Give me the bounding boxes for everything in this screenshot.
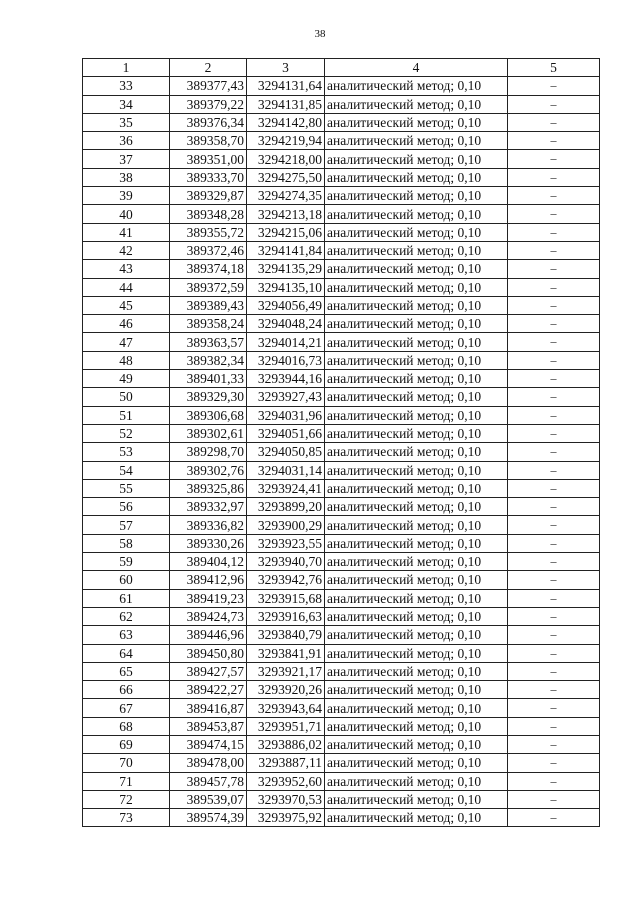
method-accuracy-cell: аналитический метод; 0,10 bbox=[325, 626, 508, 644]
y-coordinate-cell: 3293952,60 bbox=[247, 772, 325, 790]
table-row bbox=[83, 662, 600, 680]
method-accuracy-cell: аналитический метод; 0,10 bbox=[325, 461, 508, 479]
y-coordinate-cell: 3294213,18 bbox=[247, 205, 325, 223]
point-number-cell: 70 bbox=[83, 754, 170, 772]
point-number-cell: 50 bbox=[83, 388, 170, 406]
table-row bbox=[83, 150, 600, 168]
note-cell: – bbox=[508, 754, 600, 772]
table-row bbox=[83, 241, 600, 259]
method-accuracy-cell: аналитический метод; 0,10 bbox=[325, 370, 508, 388]
x-coordinate-cell: 389382,34 bbox=[170, 351, 247, 369]
method-accuracy-cell: аналитический метод; 0,10 bbox=[325, 790, 508, 808]
point-number-cell: 49 bbox=[83, 370, 170, 388]
note-cell: – bbox=[508, 187, 600, 205]
method-accuracy-cell: аналитический метод; 0,10 bbox=[325, 223, 508, 241]
table-row bbox=[83, 681, 600, 699]
point-number-cell: 47 bbox=[83, 333, 170, 351]
x-coordinate-cell: 389374,18 bbox=[170, 260, 247, 278]
y-coordinate-cell: 3293940,70 bbox=[247, 553, 325, 571]
note-cell: – bbox=[508, 223, 600, 241]
point-number-cell: 48 bbox=[83, 351, 170, 369]
method-accuracy-cell: аналитический метод; 0,10 bbox=[325, 113, 508, 131]
y-coordinate-cell: 3293923,55 bbox=[247, 534, 325, 552]
point-number-cell: 69 bbox=[83, 735, 170, 753]
y-coordinate-cell: 3293927,43 bbox=[247, 388, 325, 406]
x-coordinate-cell: 389372,59 bbox=[170, 278, 247, 296]
table-header-row bbox=[83, 59, 600, 77]
note-cell: – bbox=[508, 333, 600, 351]
x-coordinate-cell: 389450,80 bbox=[170, 644, 247, 662]
method-accuracy-cell: аналитический метод; 0,10 bbox=[325, 607, 508, 625]
method-accuracy-cell: аналитический метод; 0,10 bbox=[325, 644, 508, 662]
y-coordinate-cell: 3293840,79 bbox=[247, 626, 325, 644]
note-cell: – bbox=[508, 241, 600, 259]
point-number-cell: 45 bbox=[83, 296, 170, 314]
y-coordinate-cell: 3293943,64 bbox=[247, 699, 325, 717]
y-coordinate-cell: 3294131,85 bbox=[247, 95, 325, 113]
method-accuracy-cell: аналитический метод; 0,10 bbox=[325, 95, 508, 113]
x-coordinate-cell: 389363,57 bbox=[170, 333, 247, 351]
x-coordinate-cell: 389457,78 bbox=[170, 772, 247, 790]
method-accuracy-cell: аналитический метод; 0,10 bbox=[325, 168, 508, 186]
note-cell: – bbox=[508, 424, 600, 442]
table-row bbox=[83, 498, 600, 516]
table-row bbox=[83, 717, 600, 735]
note-cell: – bbox=[508, 168, 600, 186]
point-number-cell: 33 bbox=[83, 77, 170, 95]
method-accuracy-cell: аналитический метод; 0,10 bbox=[325, 553, 508, 571]
point-number-cell: 52 bbox=[83, 424, 170, 442]
note-cell: – bbox=[508, 662, 600, 680]
point-number-cell: 46 bbox=[83, 315, 170, 333]
table-body bbox=[83, 77, 600, 827]
note-cell: – bbox=[508, 553, 600, 571]
note-cell: – bbox=[508, 790, 600, 808]
y-coordinate-cell: 3293924,41 bbox=[247, 479, 325, 497]
table-row bbox=[83, 809, 600, 827]
y-coordinate-cell: 3294031,96 bbox=[247, 406, 325, 424]
method-accuracy-cell: аналитический метод; 0,10 bbox=[325, 571, 508, 589]
note-cell: – bbox=[508, 626, 600, 644]
method-accuracy-cell: аналитический метод; 0,10 bbox=[325, 735, 508, 753]
note-cell: – bbox=[508, 589, 600, 607]
column-header-1: 1 bbox=[83, 59, 170, 77]
table-row bbox=[83, 626, 600, 644]
point-number-cell: 56 bbox=[83, 498, 170, 516]
x-coordinate-cell: 389424,73 bbox=[170, 607, 247, 625]
method-accuracy-cell: аналитический метод; 0,10 bbox=[325, 589, 508, 607]
note-cell: – bbox=[508, 735, 600, 753]
table-row bbox=[83, 168, 600, 186]
method-accuracy-cell: аналитический метод; 0,10 bbox=[325, 205, 508, 223]
method-accuracy-cell: аналитический метод; 0,10 bbox=[325, 681, 508, 699]
method-accuracy-cell: аналитический метод; 0,10 bbox=[325, 351, 508, 369]
column-header-3: 3 bbox=[247, 59, 325, 77]
y-coordinate-cell: 3293915,68 bbox=[247, 589, 325, 607]
point-number-cell: 68 bbox=[83, 717, 170, 735]
x-coordinate-cell: 389302,76 bbox=[170, 461, 247, 479]
table-row bbox=[83, 351, 600, 369]
y-coordinate-cell: 3294141,84 bbox=[247, 241, 325, 259]
note-cell: – bbox=[508, 571, 600, 589]
table-row bbox=[83, 205, 600, 223]
point-number-cell: 41 bbox=[83, 223, 170, 241]
x-coordinate-cell: 389401,33 bbox=[170, 370, 247, 388]
point-number-cell: 57 bbox=[83, 516, 170, 534]
point-number-cell: 72 bbox=[83, 790, 170, 808]
note-cell: – bbox=[508, 461, 600, 479]
y-coordinate-cell: 3293951,71 bbox=[247, 717, 325, 735]
x-coordinate-cell: 389446,96 bbox=[170, 626, 247, 644]
x-coordinate-cell: 389474,15 bbox=[170, 735, 247, 753]
note-cell: – bbox=[508, 370, 600, 388]
table-row bbox=[83, 607, 600, 625]
table-row bbox=[83, 260, 600, 278]
note-cell: – bbox=[508, 498, 600, 516]
x-coordinate-cell: 389574,39 bbox=[170, 809, 247, 827]
x-coordinate-cell: 389332,97 bbox=[170, 498, 247, 516]
note-cell: – bbox=[508, 534, 600, 552]
y-coordinate-cell: 3294014,21 bbox=[247, 333, 325, 351]
x-coordinate-cell: 389422,27 bbox=[170, 681, 247, 699]
table-row bbox=[83, 132, 600, 150]
method-accuracy-cell: аналитический метод; 0,10 bbox=[325, 717, 508, 735]
y-coordinate-cell: 3294135,29 bbox=[247, 260, 325, 278]
y-coordinate-cell: 3294275,50 bbox=[247, 168, 325, 186]
x-coordinate-cell: 389329,87 bbox=[170, 187, 247, 205]
note-cell: – bbox=[508, 95, 600, 113]
x-coordinate-cell: 389348,28 bbox=[170, 205, 247, 223]
y-coordinate-cell: 3294031,14 bbox=[247, 461, 325, 479]
table-row bbox=[83, 553, 600, 571]
note-cell: – bbox=[508, 809, 600, 827]
note-cell: – bbox=[508, 205, 600, 223]
x-coordinate-cell: 389419,23 bbox=[170, 589, 247, 607]
x-coordinate-cell: 389336,82 bbox=[170, 516, 247, 534]
table-row bbox=[83, 278, 600, 296]
point-number-cell: 39 bbox=[83, 187, 170, 205]
note-cell: – bbox=[508, 296, 600, 314]
y-coordinate-cell: 3294135,10 bbox=[247, 278, 325, 296]
table-row bbox=[83, 95, 600, 113]
y-coordinate-cell: 3294056,49 bbox=[247, 296, 325, 314]
column-header-2: 2 bbox=[170, 59, 247, 77]
method-accuracy-cell: аналитический метод; 0,10 bbox=[325, 406, 508, 424]
method-accuracy-cell: аналитический метод; 0,10 bbox=[325, 498, 508, 516]
y-coordinate-cell: 3294142,80 bbox=[247, 113, 325, 131]
table-row bbox=[83, 516, 600, 534]
point-number-cell: 40 bbox=[83, 205, 170, 223]
method-accuracy-cell: аналитический метод; 0,10 bbox=[325, 77, 508, 95]
note-cell: – bbox=[508, 717, 600, 735]
note-cell: – bbox=[508, 644, 600, 662]
point-number-cell: 67 bbox=[83, 699, 170, 717]
note-cell: – bbox=[508, 443, 600, 461]
table-row bbox=[83, 113, 600, 131]
y-coordinate-cell: 3293899,20 bbox=[247, 498, 325, 516]
note-cell: – bbox=[508, 113, 600, 131]
note-cell: – bbox=[508, 607, 600, 625]
method-accuracy-cell: аналитический метод; 0,10 bbox=[325, 754, 508, 772]
table-row bbox=[83, 388, 600, 406]
y-coordinate-cell: 3294131,64 bbox=[247, 77, 325, 95]
table-row bbox=[83, 77, 600, 95]
x-coordinate-cell: 389427,57 bbox=[170, 662, 247, 680]
point-number-cell: 58 bbox=[83, 534, 170, 552]
point-number-cell: 71 bbox=[83, 772, 170, 790]
method-accuracy-cell: аналитический метод; 0,10 bbox=[325, 260, 508, 278]
method-accuracy-cell: аналитический метод; 0,10 bbox=[325, 699, 508, 717]
table-row bbox=[83, 790, 600, 808]
point-number-cell: 59 bbox=[83, 553, 170, 571]
x-coordinate-cell: 389389,43 bbox=[170, 296, 247, 314]
point-number-cell: 35 bbox=[83, 113, 170, 131]
table-row bbox=[83, 296, 600, 314]
point-number-cell: 73 bbox=[83, 809, 170, 827]
method-accuracy-cell: аналитический метод; 0,10 bbox=[325, 809, 508, 827]
y-coordinate-cell: 3293942,76 bbox=[247, 571, 325, 589]
table-row bbox=[83, 589, 600, 607]
point-number-cell: 36 bbox=[83, 132, 170, 150]
x-coordinate-cell: 389412,96 bbox=[170, 571, 247, 589]
table-row bbox=[83, 571, 600, 589]
x-coordinate-cell: 389372,46 bbox=[170, 241, 247, 259]
method-accuracy-cell: аналитический метод; 0,10 bbox=[325, 479, 508, 497]
x-coordinate-cell: 389376,34 bbox=[170, 113, 247, 131]
x-coordinate-cell: 389302,61 bbox=[170, 424, 247, 442]
note-cell: – bbox=[508, 351, 600, 369]
note-cell: – bbox=[508, 150, 600, 168]
method-accuracy-cell: аналитический метод; 0,10 bbox=[325, 443, 508, 461]
x-coordinate-cell: 389306,68 bbox=[170, 406, 247, 424]
method-accuracy-cell: аналитический метод; 0,10 bbox=[325, 278, 508, 296]
method-accuracy-cell: аналитический метод; 0,10 bbox=[325, 534, 508, 552]
method-accuracy-cell: аналитический метод; 0,10 bbox=[325, 333, 508, 351]
point-number-cell: 51 bbox=[83, 406, 170, 424]
x-coordinate-cell: 389379,22 bbox=[170, 95, 247, 113]
note-cell: – bbox=[508, 315, 600, 333]
x-coordinate-cell: 389325,86 bbox=[170, 479, 247, 497]
note-cell: – bbox=[508, 388, 600, 406]
method-accuracy-cell: аналитический метод; 0,10 bbox=[325, 516, 508, 534]
y-coordinate-cell: 3293886,02 bbox=[247, 735, 325, 753]
table-row bbox=[83, 406, 600, 424]
point-number-cell: 63 bbox=[83, 626, 170, 644]
method-accuracy-cell: аналитический метод; 0,10 bbox=[325, 424, 508, 442]
table-row bbox=[83, 534, 600, 552]
point-number-cell: 54 bbox=[83, 461, 170, 479]
point-number-cell: 34 bbox=[83, 95, 170, 113]
point-number-cell: 42 bbox=[83, 241, 170, 259]
table-row bbox=[83, 370, 600, 388]
y-coordinate-cell: 3294051,66 bbox=[247, 424, 325, 442]
note-cell: – bbox=[508, 260, 600, 278]
note-cell: – bbox=[508, 479, 600, 497]
method-accuracy-cell: аналитический метод; 0,10 bbox=[325, 296, 508, 314]
y-coordinate-cell: 3293975,92 bbox=[247, 809, 325, 827]
y-coordinate-cell: 3294218,00 bbox=[247, 150, 325, 168]
y-coordinate-cell: 3294219,94 bbox=[247, 132, 325, 150]
method-accuracy-cell: аналитический метод; 0,10 bbox=[325, 662, 508, 680]
x-coordinate-cell: 389478,00 bbox=[170, 754, 247, 772]
table-row bbox=[83, 772, 600, 790]
column-header-5: 5 bbox=[508, 59, 600, 77]
point-number-cell: 60 bbox=[83, 571, 170, 589]
x-coordinate-cell: 389453,87 bbox=[170, 717, 247, 735]
y-coordinate-cell: 3293841,91 bbox=[247, 644, 325, 662]
x-coordinate-cell: 389329,30 bbox=[170, 388, 247, 406]
y-coordinate-cell: 3293920,26 bbox=[247, 681, 325, 699]
table-row bbox=[83, 754, 600, 772]
note-cell: – bbox=[508, 516, 600, 534]
x-coordinate-cell: 389330,26 bbox=[170, 534, 247, 552]
y-coordinate-cell: 3293921,17 bbox=[247, 662, 325, 680]
note-cell: – bbox=[508, 681, 600, 699]
x-coordinate-cell: 389351,00 bbox=[170, 150, 247, 168]
column-header-4: 4 bbox=[325, 59, 508, 77]
y-coordinate-cell: 3293944,16 bbox=[247, 370, 325, 388]
coordinates-table bbox=[82, 58, 600, 827]
y-coordinate-cell: 3293900,29 bbox=[247, 516, 325, 534]
y-coordinate-cell: 3294050,85 bbox=[247, 443, 325, 461]
x-coordinate-cell: 389358,24 bbox=[170, 315, 247, 333]
point-number-cell: 37 bbox=[83, 150, 170, 168]
method-accuracy-cell: аналитический метод; 0,10 bbox=[325, 315, 508, 333]
point-number-cell: 53 bbox=[83, 443, 170, 461]
point-number-cell: 65 bbox=[83, 662, 170, 680]
table-row bbox=[83, 187, 600, 205]
point-number-cell: 55 bbox=[83, 479, 170, 497]
y-coordinate-cell: 3293887,11 bbox=[247, 754, 325, 772]
method-accuracy-cell: аналитический метод; 0,10 bbox=[325, 241, 508, 259]
method-accuracy-cell: аналитический метод; 0,10 bbox=[325, 132, 508, 150]
table-row bbox=[83, 699, 600, 717]
table-row bbox=[83, 223, 600, 241]
table-row bbox=[83, 443, 600, 461]
y-coordinate-cell: 3294274,35 bbox=[247, 187, 325, 205]
table-row bbox=[83, 735, 600, 753]
note-cell: – bbox=[508, 77, 600, 95]
method-accuracy-cell: аналитический метод; 0,10 bbox=[325, 772, 508, 790]
y-coordinate-cell: 3293970,53 bbox=[247, 790, 325, 808]
x-coordinate-cell: 389404,12 bbox=[170, 553, 247, 571]
x-coordinate-cell: 389416,87 bbox=[170, 699, 247, 717]
x-coordinate-cell: 389539,07 bbox=[170, 790, 247, 808]
table-row bbox=[83, 461, 600, 479]
method-accuracy-cell: аналитический метод; 0,10 bbox=[325, 150, 508, 168]
note-cell: – bbox=[508, 132, 600, 150]
x-coordinate-cell: 389355,72 bbox=[170, 223, 247, 241]
page-number: 38 bbox=[314, 28, 326, 40]
y-coordinate-cell: 3294048,24 bbox=[247, 315, 325, 333]
method-accuracy-cell: аналитический метод; 0,10 bbox=[325, 187, 508, 205]
x-coordinate-cell: 389358,70 bbox=[170, 132, 247, 150]
x-coordinate-cell: 389298,70 bbox=[170, 443, 247, 461]
y-coordinate-cell: 3294016,73 bbox=[247, 351, 325, 369]
table-row bbox=[83, 479, 600, 497]
table-row bbox=[83, 333, 600, 351]
method-accuracy-cell: аналитический метод; 0,10 bbox=[325, 388, 508, 406]
note-cell: – bbox=[508, 772, 600, 790]
point-number-cell: 62 bbox=[83, 607, 170, 625]
point-number-cell: 44 bbox=[83, 278, 170, 296]
table-row bbox=[83, 315, 600, 333]
point-number-cell: 38 bbox=[83, 168, 170, 186]
x-coordinate-cell: 389333,70 bbox=[170, 168, 247, 186]
table-row bbox=[83, 424, 600, 442]
table-row bbox=[83, 644, 600, 662]
point-number-cell: 61 bbox=[83, 589, 170, 607]
y-coordinate-cell: 3294215,06 bbox=[247, 223, 325, 241]
note-cell: – bbox=[508, 699, 600, 717]
point-number-cell: 43 bbox=[83, 260, 170, 278]
x-coordinate-cell: 389377,43 bbox=[170, 77, 247, 95]
y-coordinate-cell: 3293916,63 bbox=[247, 607, 325, 625]
point-number-cell: 64 bbox=[83, 644, 170, 662]
note-cell: – bbox=[508, 278, 600, 296]
note-cell: – bbox=[508, 406, 600, 424]
point-number-cell: 66 bbox=[83, 681, 170, 699]
